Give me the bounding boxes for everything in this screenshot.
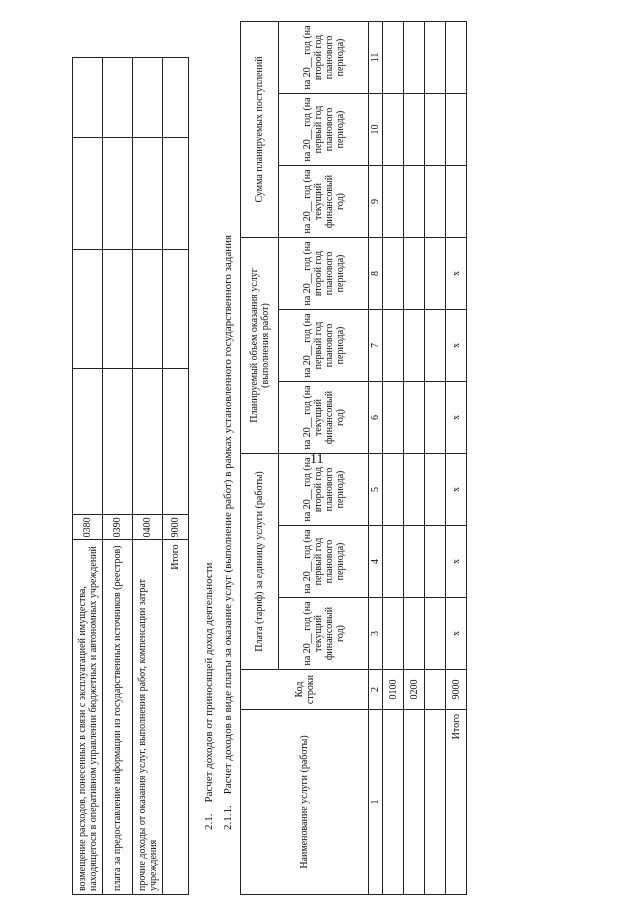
- period-first: на 20__ год (на первый год планового периода): [279, 309, 369, 381]
- table-cell: [404, 381, 425, 453]
- period-current: на 20__ год (на текущий финансовый год): [279, 598, 369, 670]
- table-cell: [425, 598, 446, 670]
- table-cell: [404, 598, 425, 670]
- table-cell: [103, 249, 133, 368]
- section-heading-2-1: [203, 563, 215, 830]
- column-number: 4: [369, 526, 383, 598]
- table-cell: [425, 381, 446, 453]
- row-code: 0400: [133, 515, 163, 540]
- table-cell: [425, 237, 446, 309]
- table-cell: [383, 453, 404, 525]
- column-number: 3: [369, 598, 383, 670]
- table-cell: [103, 368, 133, 515]
- total-row: [163, 58, 189, 895]
- row-description: плата за предоставление информации из государственных источников (реестров): [103, 540, 133, 895]
- table-cell: [163, 368, 189, 515]
- income-table: [240, 21, 467, 895]
- table-cell: [404, 21, 425, 93]
- table-cell: [383, 526, 404, 598]
- table-cell: [404, 165, 425, 237]
- column-number: 8: [369, 237, 383, 309]
- section-heading-2-1-1: [222, 235, 234, 830]
- table-cell: x: [446, 309, 467, 381]
- column-number-row: [369, 21, 383, 894]
- service-name: [383, 710, 404, 895]
- column-number: 11: [369, 21, 383, 93]
- table-cell: [383, 381, 404, 453]
- total-code: 9000: [446, 670, 467, 710]
- table-cell: [133, 249, 163, 368]
- table-cell: x: [446, 598, 467, 670]
- column-number: 5: [369, 453, 383, 525]
- table-cell: [73, 137, 103, 249]
- table-cell: [425, 165, 446, 237]
- table-cell: [404, 453, 425, 525]
- row-code: 0380: [73, 515, 103, 540]
- table-cell: [446, 21, 467, 93]
- table-cell: [73, 58, 103, 138]
- column-number: 2: [369, 670, 383, 710]
- row-code: 0390: [103, 515, 133, 540]
- table-cell: [425, 21, 446, 93]
- row-description: прочие доходы от оказания услуг, выполнения работ, компенсации затрат учреждения: [133, 540, 163, 895]
- table-row: [133, 58, 163, 895]
- table-row: [103, 58, 133, 895]
- period-second: на 20__ год (на второй год планового периода): [279, 237, 369, 309]
- table-cell: [133, 58, 163, 138]
- col-header-name: Наименование услуги (работы): [241, 710, 369, 895]
- table-cell: [383, 21, 404, 93]
- heading-text: Расчет доходов в виде платы за оказание услуг (выполнение работ) в рамках установленного государственного задания: [222, 234, 234, 795]
- table-cell: [404, 526, 425, 598]
- table-cell: [425, 309, 446, 381]
- table-cell: [404, 309, 425, 381]
- table-cell: [73, 368, 103, 515]
- column-number: 9: [369, 165, 383, 237]
- table-cell: [383, 165, 404, 237]
- table-cell: [73, 249, 103, 368]
- table-cell: [383, 237, 404, 309]
- table-row: [73, 58, 103, 895]
- table-cell: [446, 93, 467, 165]
- column-number: 1: [369, 710, 383, 895]
- table-cell: [133, 368, 163, 515]
- table-cell: [163, 58, 189, 138]
- col-header-code: Код строки: [241, 670, 369, 710]
- table-cell: x: [446, 453, 467, 525]
- period-second: на 20__ год (на второй год планового периода): [279, 21, 369, 93]
- period-current: на 20__ год (на текущий финансовый год): [279, 165, 369, 237]
- row-code: 0200: [404, 670, 425, 710]
- header-row: [241, 21, 279, 894]
- table-cell: [446, 165, 467, 237]
- period-current: на 20__ год (на текущий финансовый год): [279, 381, 369, 453]
- group-header-price: Плата (тариф) за единицу услуги (работы): [241, 453, 279, 669]
- heading-number: 2.1.1.: [222, 805, 234, 830]
- column-number: 10: [369, 93, 383, 165]
- group-header-sum: Сумма планируемых поступлений: [241, 21, 279, 237]
- column-number: 6: [369, 381, 383, 453]
- service-name: [425, 710, 446, 895]
- table-cell: [425, 93, 446, 165]
- row-code: [425, 670, 446, 710]
- table-cell: [383, 309, 404, 381]
- period-first: на 20__ год (на первый год планового периода): [279, 526, 369, 598]
- service-name: [404, 710, 425, 895]
- row-description: возмещение расходов, понесенных в связи с эксплуатацией имущества, находящегося в оперативном управлении бюджетных и автономных учреждений: [73, 540, 103, 895]
- heading-number: 2.1.: [203, 813, 215, 830]
- table-cell: [404, 237, 425, 309]
- expense-table: [72, 57, 189, 895]
- table-cell: [133, 137, 163, 249]
- table-cell: [383, 598, 404, 670]
- row-code: 0100: [383, 670, 404, 710]
- table-cell: [163, 137, 189, 249]
- period-second: на 20__ год (на второй год планового периода): [279, 453, 369, 525]
- table-cell: [383, 93, 404, 165]
- period-first: на 20__ год (на первый год планового периода): [279, 93, 369, 165]
- total-code: 9000: [163, 515, 189, 540]
- table-cell: x: [446, 237, 467, 309]
- table-cell: [425, 453, 446, 525]
- column-number: 7: [369, 309, 383, 381]
- table-cell: [163, 249, 189, 368]
- table-cell: [103, 137, 133, 249]
- table-cell: [404, 93, 425, 165]
- table-cell: [425, 526, 446, 598]
- table-row: [404, 21, 425, 894]
- heading-text: Расчет доходов от приносящей доход деятельности: [203, 562, 215, 803]
- table-cell: x: [446, 381, 467, 453]
- total-row: [446, 21, 467, 894]
- table-cell: x: [446, 526, 467, 598]
- table-cell: [103, 58, 133, 138]
- table-row: [383, 21, 404, 894]
- group-header-volume: Планируемый объем оказания услуг (выполнения работ): [241, 237, 279, 453]
- page-number: 11: [310, 452, 324, 467]
- total-label: Итого: [446, 710, 467, 895]
- total-label: Итого: [163, 540, 189, 895]
- table-row: [425, 21, 446, 894]
